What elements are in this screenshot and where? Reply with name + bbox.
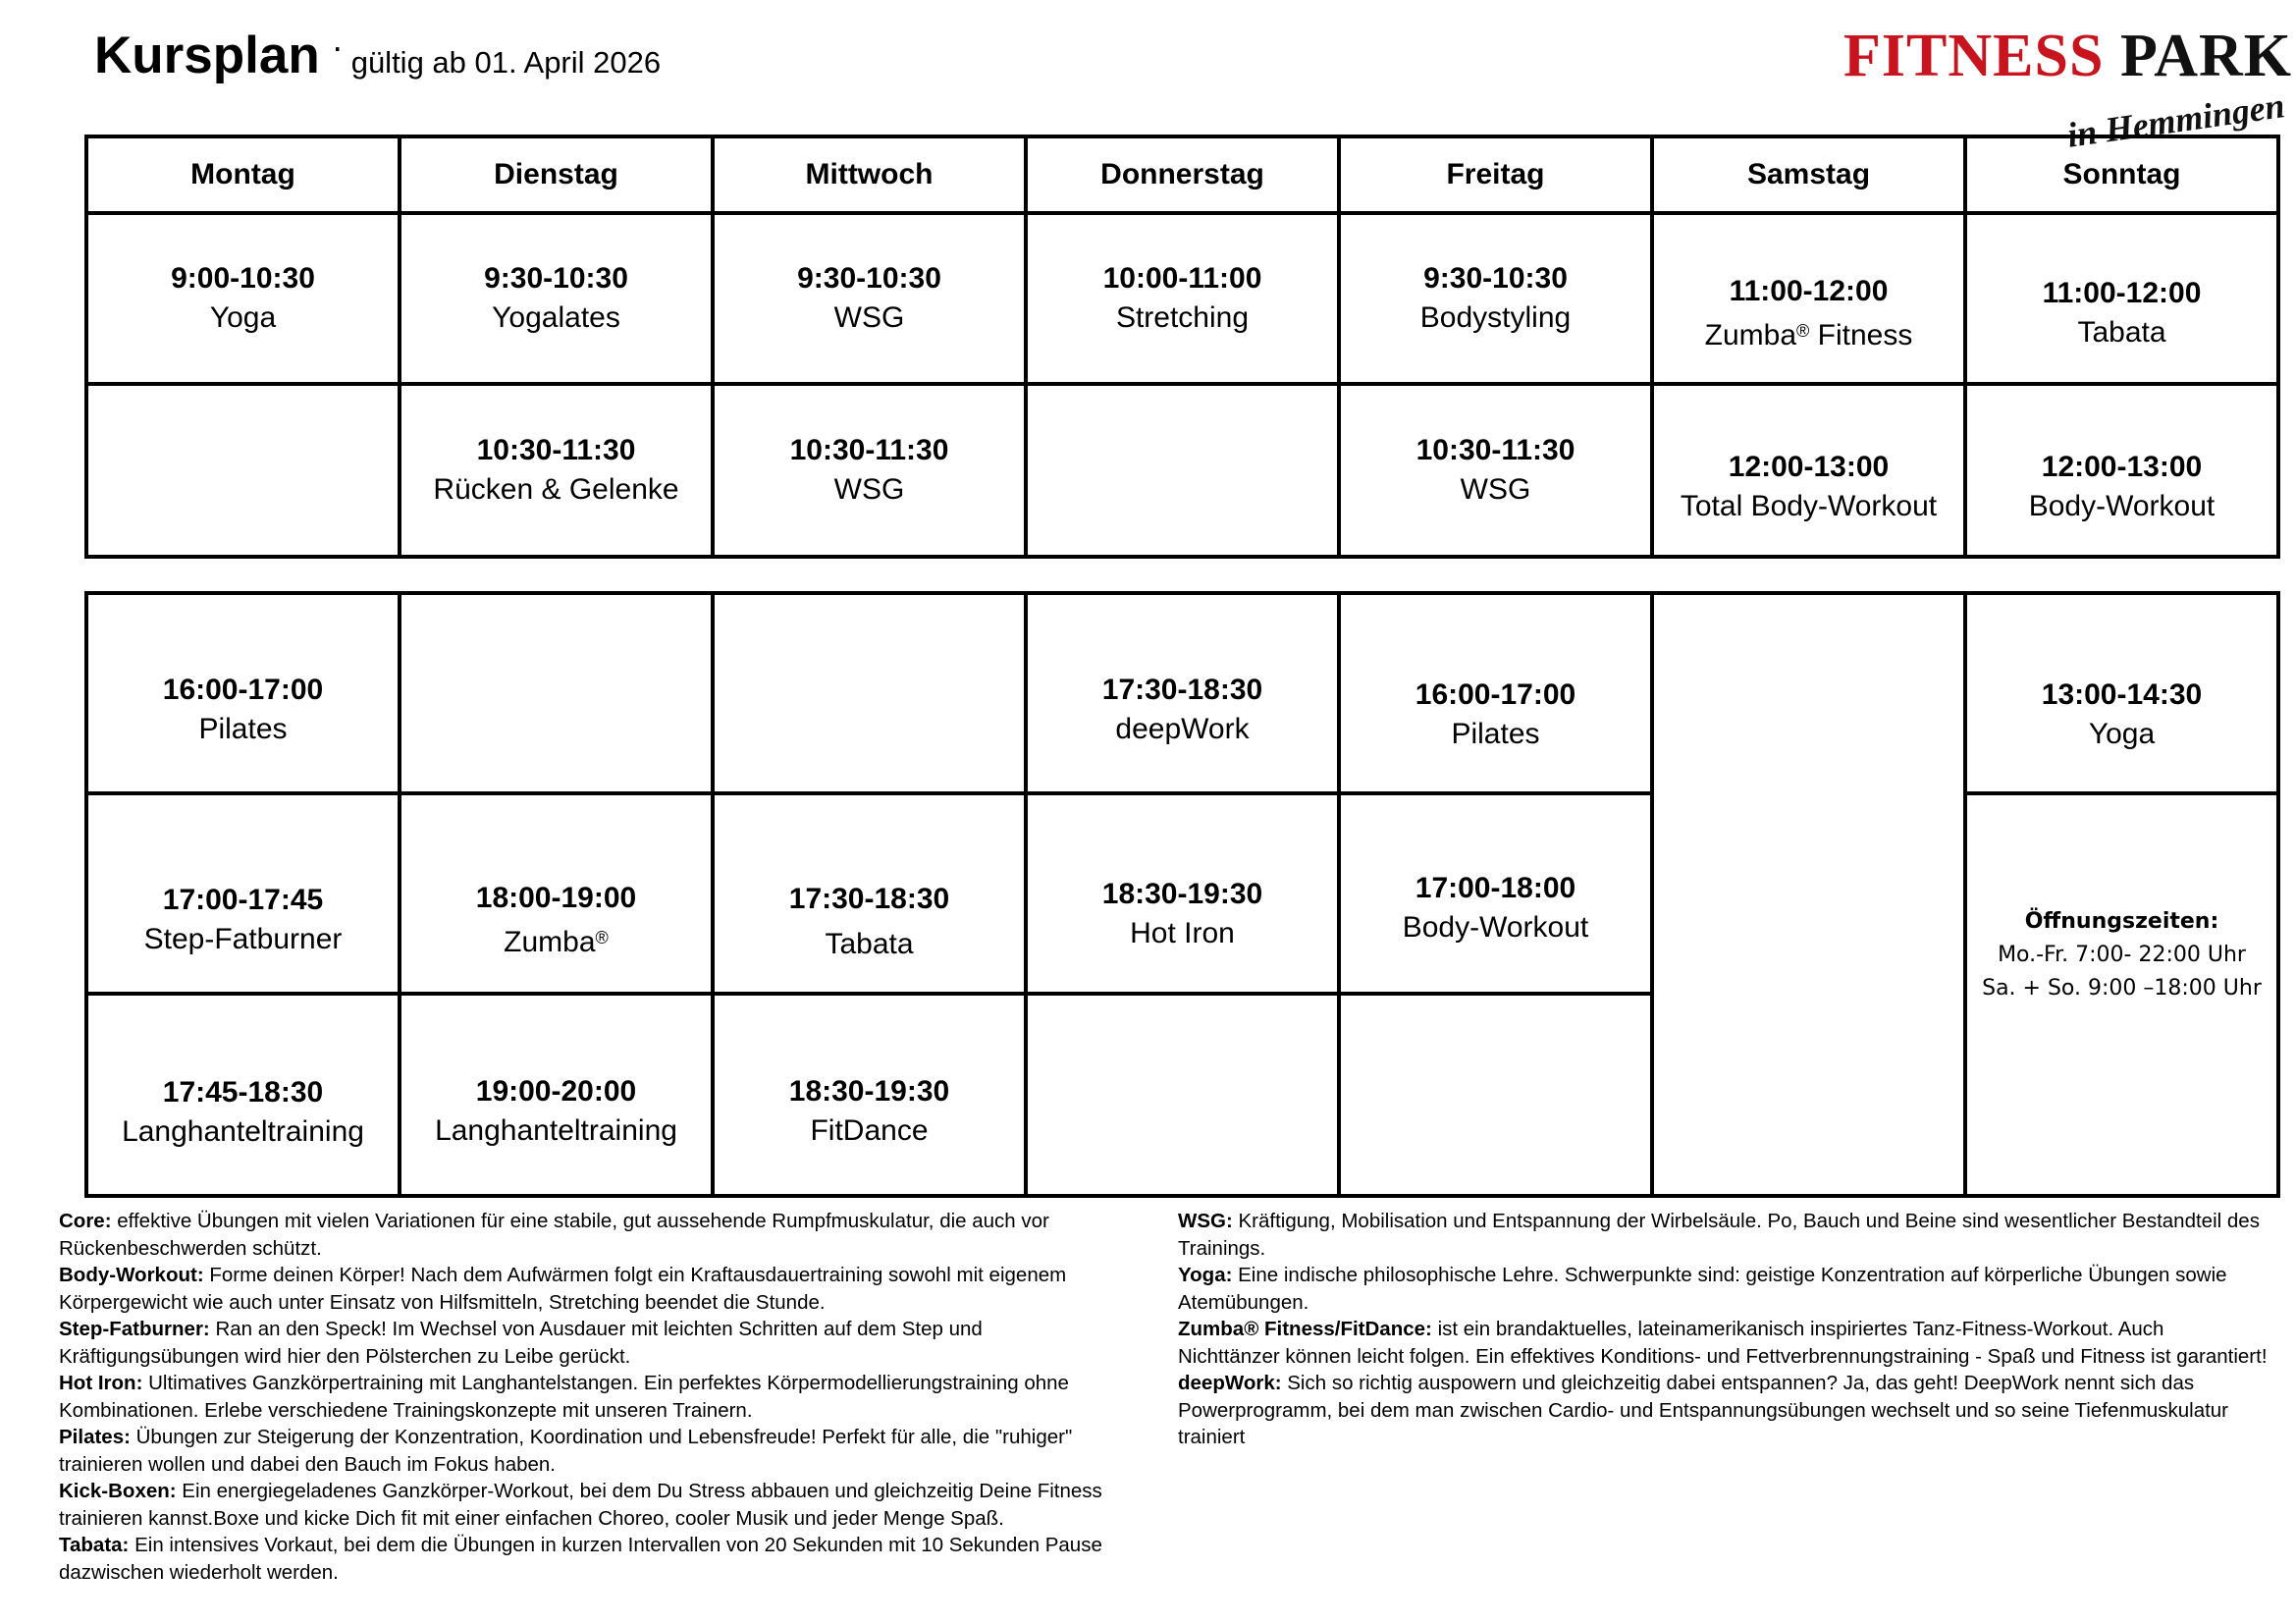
course-name: Pilates [198, 713, 288, 745]
course-time: 9:30-10:30 [484, 262, 628, 295]
course-time: 10:30-11:30 [476, 434, 636, 466]
course-time: 16:00-17:00 [162, 674, 324, 706]
legend-text: Ein intensives Vorkaut, bei dem die Übungen in kurzen Intervallen von 20 Sekunden mit 10 Sekunden Pause dazwischen wiederholt werden. [59, 1534, 1102, 1584]
legend-text: ist ein brandaktuelles, lateinamerikanisch inspiriertes Tanz-Fitness-Workout. Auch Nichttänzer können leicht folgen. Ein effektives Konditions- und Fettverbrennungstraining - Spaß und Fitness ist garantiert! [1178, 1318, 2268, 1368]
registered-mark: ® [1796, 320, 1810, 341]
course-name: Hot Iron [1130, 917, 1235, 949]
course-time: 11:00-12:00 [2042, 277, 2202, 309]
opening-hours [1965, 793, 2278, 1196]
day-header-sonntag: Sonntag [1965, 136, 2278, 213]
course-name: Pilates [1451, 718, 1540, 750]
page-title [94, 26, 661, 85]
course-slot [400, 384, 713, 557]
legend-term: Yoga: [1178, 1264, 1233, 1286]
course-slot [1652, 213, 1965, 384]
empty-slot [1026, 994, 1339, 1196]
legend-term: Core: [59, 1210, 112, 1232]
course-time: 17:00-17:45 [162, 884, 324, 916]
course-slot [713, 793, 1026, 994]
course-slot [86, 593, 400, 793]
course-slot [1026, 213, 1339, 384]
course-time: 18:00-19:00 [475, 881, 637, 914]
legend-term: deepWork: [1178, 1372, 1282, 1394]
course-time: 16:00-17:00 [1415, 678, 1576, 711]
course-time: 12:00-13:00 [2041, 451, 2203, 483]
legend-term: Hot Iron: [59, 1372, 143, 1394]
legend-text: Forme deinen Körper! Nach dem Aufwärmen folgt ein Kraftausdauertraining sowohl mit eigenem Körpergewicht wie auch unter Einsatz von Hilfsmitteln, Stretching beendet die Stunde. [59, 1264, 1067, 1314]
day-header-montag: Montag [86, 136, 400, 213]
weekday-header-row [86, 136, 2278, 213]
course-name: Tabata [2077, 316, 2166, 349]
title-text: Kursplan [94, 27, 320, 84]
course-slot [1339, 384, 1652, 557]
legend-term: Zumba® Fitness/FitDance: [1178, 1318, 1432, 1340]
course-slot [1339, 213, 1652, 384]
legend-entry [59, 1478, 1158, 1532]
course-time: 19:00-20:00 [475, 1075, 637, 1108]
morning-row-1 [86, 213, 2278, 384]
legend-text: Eine indische philosophische Lehre. Schwerpunkte sind: geistige Konzentration auf körperliche Übungen sowie Atemübungen. [1178, 1264, 2227, 1314]
empty-slot [1652, 593, 1965, 1196]
course-slot [1339, 593, 1652, 793]
course-slot [1965, 384, 2278, 557]
course-time: 17:00-18:00 [1415, 872, 1576, 904]
course-time: 10:30-11:30 [1415, 434, 1575, 466]
course-slot [713, 384, 1026, 557]
opening-hours-weekdays: Mo.-Fr. 7:00- 22:00 Uhr [1998, 943, 2246, 967]
empty-slot [86, 384, 400, 557]
course-time: 9:30-10:30 [1423, 262, 1568, 295]
course-time: 11:00-12:00 [1729, 274, 1889, 307]
empty-slot [713, 593, 1026, 793]
course-legend-right [1178, 1208, 2268, 1451]
course-slot [86, 213, 400, 384]
afternoon-row-1 [86, 593, 2278, 793]
fitness-park-logo [1821, 22, 2292, 155]
legend-entry [59, 1370, 1158, 1424]
course-name: Tabata [825, 928, 914, 960]
course-time: 17:30-18:30 [788, 883, 950, 915]
empty-slot [400, 593, 713, 793]
morning-schedule-table [84, 135, 2280, 559]
course-time: 18:30-19:30 [788, 1075, 950, 1108]
course-slot [1965, 213, 2278, 384]
course-name-suffix: Fitness [1809, 318, 1913, 352]
course-name: WSG [833, 473, 905, 506]
course-slot [1026, 593, 1339, 793]
title-separator: · [331, 27, 344, 67]
legend-entry [59, 1262, 1158, 1316]
course-name-base: Zumba [1704, 318, 1797, 352]
course-slot [86, 994, 400, 1196]
legend-text: effektive Übungen mit vielen Variationen für eine stabile, gut aussehende Rumpfmuskulatur, die auch vor Rückenbeschwerden schützt. [59, 1210, 1049, 1260]
legend-entry [1178, 1370, 2268, 1451]
course-slot [1965, 593, 2278, 793]
course-name [1654, 311, 1963, 355]
course-time: 17:45-18:30 [162, 1076, 324, 1109]
course-name: WSG [1460, 473, 1531, 506]
day-header-freitag: Freitag [1339, 136, 1652, 213]
legend-entry [1178, 1316, 2268, 1370]
course-time: 17:30-18:30 [1101, 674, 1263, 706]
empty-slot [1339, 994, 1652, 1196]
legend-term: Tabata: [59, 1534, 130, 1556]
course-name: Yogalates [492, 301, 620, 334]
course-name: Bodystyling [1419, 301, 1572, 334]
course-name: Body-Workout [1402, 911, 1589, 944]
course-time: 10:30-11:30 [789, 434, 949, 466]
course-name: Total Body-Workout [1680, 490, 1938, 522]
legend-text: Ein energiegeladenes Ganzkörper-Workout, bei dem Du Stress abbauen und gleichzeitig Deine Fitness trainieren kannst.Boxe und kicke Dich fit mit einer einfachen Choreo, cooler Musik und jeder Menge Spaß. [59, 1480, 1102, 1530]
day-header-donnerstag: Donnerstag [1026, 136, 1339, 213]
course-name: Langhanteltraining [435, 1114, 677, 1147]
course-time: 13:00-14:30 [2041, 678, 2203, 711]
empty-slot [1026, 384, 1339, 557]
course-name-base: Zumba [504, 925, 596, 958]
course-time: 12:00-13:00 [1728, 451, 1890, 483]
course-name: Yoga [2088, 718, 2156, 750]
course-slot [400, 213, 713, 384]
course-slot [1026, 793, 1339, 994]
legend-text: Sich so richtig auspowern und gleichzeitig dabei entspannen? Ja, das geht! DeepWork nennt sich das Powerprogramm, bei dem man zwischen Cardio- und Entspannungsübungen wechselt und so seine Tiefenmuskulatur trainiert [1178, 1372, 2229, 1448]
legend-text: Kräftigung, Mobilisation und Entspannung der Wirbelsäule. Po, Bauch und Beine sind wesentlicher Bestandteil des Trainings. [1178, 1210, 2260, 1260]
course-slot [400, 793, 713, 994]
registered-mark: ® [595, 927, 609, 947]
course-time: 10:00-11:00 [1102, 262, 1262, 295]
legend-term: Step-Fatburner: [59, 1318, 210, 1340]
course-name: Rücken & Gelenke [433, 473, 679, 506]
course-time: 9:30-10:30 [797, 262, 941, 295]
legend-term: Kick-Boxen: [59, 1480, 177, 1502]
course-name: Yoga [209, 301, 277, 334]
legend-text: Übungen zur Steigerung der Konzentration, Koordination und Lebensfreude! Perfekt für alle, die "ruhiger" trainieren wollen und dabei den Bauch im Fokus haben. [59, 1426, 1073, 1476]
logo-brand-fitness: FITNESS [1843, 23, 2105, 89]
course-name [401, 918, 711, 962]
opening-hours-title: Öffnungszeiten: [2024, 909, 2219, 934]
course-time: 18:30-19:30 [1101, 878, 1263, 910]
legend-entry [59, 1208, 1158, 1262]
course-name: WSG [833, 301, 905, 334]
day-header-mittwoch: Mittwoch [713, 136, 1026, 213]
logo-brand-park: PARK [2119, 23, 2292, 89]
legend-text: Ran an den Speck! Im Wechsel von Ausdauer mit leichten Schritten auf dem Step und Kräftigungsübungen wird hier den Pölsterchen zu Leibe gerückt. [59, 1318, 983, 1368]
logo-brand [1843, 22, 2292, 91]
legend-entry [1178, 1208, 2268, 1262]
course-slot [713, 994, 1026, 1196]
logo-location: in Hemmingen [2064, 85, 2287, 155]
legend-term: Pilates: [59, 1426, 131, 1448]
course-slot [1652, 384, 1965, 557]
legend-term: WSG: [1178, 1210, 1233, 1232]
legend-text: Ultimatives Ganzkörpertraining mit Langhantelstangen. Ein perfektes Körpermodellierungstraining ohne Kombinationen. Erlebe verschiedene Trainingskonzepte mit unseren Trainern. [59, 1372, 1069, 1422]
legend-entry [59, 1316, 1158, 1370]
course-name: Body-Workout [2028, 490, 2216, 522]
course-name: deepWork [1115, 713, 1250, 745]
legend-entry [59, 1532, 1158, 1586]
day-header-dienstag: Dienstag [400, 136, 713, 213]
legend-entry [1178, 1262, 2268, 1316]
course-slot [1339, 793, 1652, 994]
course-name: Stretching [1115, 301, 1250, 334]
course-slot [400, 994, 713, 1196]
afternoon-schedule-table [84, 591, 2280, 1198]
course-name: Langhanteltraining [122, 1115, 364, 1148]
course-slot [86, 793, 400, 994]
morning-row-2 [86, 384, 2278, 557]
course-slot [713, 213, 1026, 384]
day-header-samstag: Samstag [1652, 136, 1965, 213]
course-time: 9:00-10:30 [171, 262, 315, 295]
course-legend-left [59, 1208, 1158, 1586]
course-name: FitDance [810, 1114, 929, 1147]
legend-term: Body-Workout: [59, 1264, 204, 1286]
course-name: Step-Fatburner [143, 923, 343, 955]
legend-entry [59, 1424, 1158, 1478]
validity-date: gültig ab 01. April 2026 [350, 45, 662, 80]
opening-hours-weekend: Sa. + So. 9:00 –18:00 Uhr [1982, 976, 2262, 1001]
